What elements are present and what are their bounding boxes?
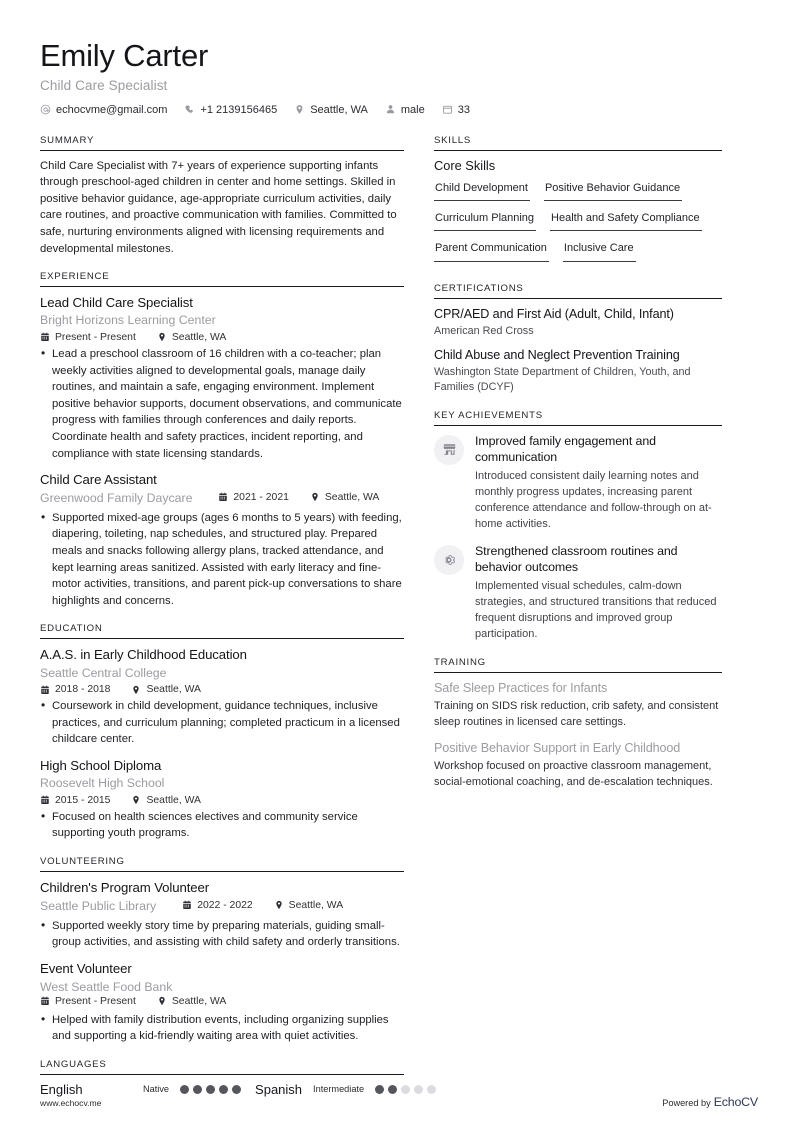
section-heading-skills: SKILLS (434, 135, 722, 151)
calendar-solid-icon (40, 795, 50, 805)
language-level: Native (143, 1084, 170, 1095)
contact-item[interactable] (385, 104, 425, 116)
skill-tag: Positive Behavior Guidance (544, 178, 682, 201)
language-rating (375, 1085, 436, 1094)
entry-organization: Seattle Central College (40, 665, 167, 680)
resume-footer (40, 1095, 758, 1109)
entry-title: Child Care Assistant (40, 472, 157, 488)
entry-bullet-list (40, 346, 404, 462)
rating-dot (375, 1085, 384, 1094)
achievement-item (434, 433, 722, 533)
entry-dates-value: 2022 - 2022 (197, 899, 253, 911)
contact-item[interactable] (40, 104, 167, 116)
section-languages (40, 1059, 404, 1097)
resume-header (40, 38, 758, 116)
footer-url[interactable]: www.echocv.me (40, 1098, 102, 1108)
contact-item[interactable] (442, 104, 470, 116)
entry-location-value: Seattle, WA (171, 331, 227, 343)
entry-meta-row (40, 795, 404, 806)
resume-entry (40, 757, 404, 842)
entry-title: A.A.S. in Early Childhood Education (40, 647, 247, 663)
education-entries (40, 646, 404, 841)
right-column (434, 135, 722, 805)
entry-dates (40, 332, 136, 343)
rating-dot (206, 1085, 215, 1094)
resume-entry (40, 646, 404, 748)
entry-dates (218, 492, 288, 503)
skill-tag-list (434, 178, 722, 269)
entry-location (310, 492, 379, 503)
contact-value: Seattle, WA (310, 103, 368, 116)
entry-org-meta-row (40, 978, 404, 1009)
certification-name: Child Abuse and Neglect Prevention Training (434, 348, 680, 362)
entry-organization: Seattle Public Library (40, 899, 157, 914)
calendar-solid-icon (218, 492, 228, 502)
calendar-solid-icon (40, 332, 50, 342)
section-skills (434, 135, 722, 269)
certification-list (434, 306, 722, 396)
experience-entries (40, 294, 404, 609)
rating-dot (219, 1085, 228, 1094)
section-education (40, 623, 404, 841)
contact-value: +1 2139156465 (200, 103, 278, 116)
entry-dates (40, 684, 110, 695)
footer-powered-by (662, 1095, 758, 1109)
certification-item (434, 347, 722, 396)
language-level: Intermediate (313, 1084, 365, 1095)
contact-list (40, 104, 758, 116)
skills-group-title: Core Skills (434, 157, 496, 173)
certification-issuer: American Red Cross (434, 324, 534, 337)
entry-bullet: • Focused on health sciences electives and community service supporting youth programs. (40, 809, 404, 842)
entry-location (274, 900, 343, 911)
rating-dot (414, 1085, 423, 1094)
training-description: Workshop focused on proactive classroom management, social-emotional coaching, and de-escalation techniques. (434, 760, 713, 789)
contact-item[interactable] (184, 104, 277, 116)
email-icon (40, 104, 51, 115)
contact-value: male (400, 103, 425, 116)
entry-bullet: • Supported mixed-age groups (ages 6 months to 5 years) with feeding, diapering, toileting, nap schedules, and structured play. Prepared meals and snacks following allergy plans, tracked attendance, and kept learning areas sanitized. Assisted with early literacy and fine-motor activities, transitions, and parent pick-up conversations to share highlights and concerns. (40, 510, 404, 610)
rating-dot (193, 1085, 202, 1094)
entry-organization: Roosevelt High School (40, 776, 165, 791)
section-heading-certifications: CERTIFICATIONS (434, 283, 722, 299)
entry-org-meta-row (40, 489, 404, 507)
achievement-description: Implemented visual schedules, calm-down strategies, and structured transitions that reduced frequent disruptions and improved group participation. (475, 579, 717, 640)
achievement-title: Strengthened classroom routines and behavior outcomes (475, 543, 678, 574)
section-summary (40, 135, 404, 258)
rating-dot (232, 1085, 241, 1094)
skill-tag: Child Development (434, 178, 530, 201)
entry-title: Event Volunteer (40, 960, 132, 976)
entry-organization: Bright Horizons Learning Center (40, 313, 216, 328)
entry-location-value: Seattle, WA (146, 794, 201, 806)
training-name: Safe Sleep Practices for Infants (434, 680, 608, 695)
language-name: English (40, 1081, 83, 1097)
entry-dates-value: 2015 - 2015 (55, 794, 111, 806)
calendar-solid-icon (40, 996, 50, 1006)
entry-bullet-list (40, 510, 404, 610)
pin-solid-icon (274, 900, 284, 910)
entry-dates (40, 996, 136, 1007)
phone-icon (184, 104, 195, 115)
section-heading-summary: SUMMARY (40, 135, 404, 151)
section-heading-volunteering: VOLUNTEERING (40, 856, 404, 872)
training-item (434, 740, 722, 791)
summary-text: Child Care Specialist with 7+ years of experience supporting infants through preschool-aged children in center and home settings. Skilled in positive behavior guidance, age-appropriate curriculum activities, daily care routines, and proactive communication with families. Committed to safe, nurturing environments aligned with licensing requirements and developmental milestones. (40, 159, 397, 255)
calendar-icon (442, 104, 453, 115)
entry-bullet: • Coursework in child development, guidance techniques, inclusive practices, and curriculum planning; completed practicum in a licensed childcare center. (40, 698, 404, 748)
entry-dates-value: 2021 - 2021 (233, 491, 289, 503)
skill-tag: Health and Safety Compliance (550, 208, 702, 231)
section-heading-experience: EXPERIENCE (40, 271, 404, 287)
entry-location (157, 332, 226, 343)
section-certifications (434, 283, 722, 396)
achievement-title: Improved family engagement and communication (475, 433, 656, 464)
certification-issuer: Washington State Department of Children, Youth, and Families (DCYF) (434, 366, 691, 394)
skill-tag: Parent Communication (434, 238, 549, 261)
skill-tag: Inclusive Care (563, 238, 636, 261)
resume-entry (40, 471, 404, 609)
language-name: Spanish (255, 1081, 303, 1097)
section-achievements (434, 410, 722, 643)
achievement-description: Introduced consistent daily learning notes and monthly progress updates, increasing parent conference attendance and follow-through on at-home activities. (475, 469, 712, 530)
entry-dates-value: 2018 - 2018 (55, 684, 111, 696)
entry-title: Children's Program Volunteer (40, 879, 210, 895)
training-item (434, 680, 722, 731)
section-heading-education: EDUCATION (40, 623, 404, 639)
entry-bullet-list (40, 698, 404, 748)
certification-item (434, 306, 722, 339)
entry-location (157, 996, 226, 1007)
entry-title: Lead Child Care Specialist (40, 295, 193, 311)
entry-location-value: Seattle, WA (288, 899, 344, 911)
footer-powered-label: Powered by (662, 1098, 711, 1108)
location-icon (294, 104, 305, 115)
section-training (434, 657, 722, 791)
entry-bullet-list (40, 809, 404, 842)
footer-brand: EchoCV (713, 1095, 758, 1109)
entry-bullet: • Lead a preschool classroom of 16 children with a co-teacher; plan weekly activities aligned to developmental goals, manage daily routines, and maintain a safe, engaging environment. Implement positive behavior supports, document observations, and communicate progress with families through conferences and daily reports. Coordinate health and safety practices, incident reporting, and compliance with state licensing standards. (40, 346, 404, 462)
section-heading-languages: LANGUAGES (40, 1059, 404, 1075)
section-heading-achievements: KEY ACHIEVEMENTS (434, 410, 722, 426)
resume-entry (40, 294, 404, 462)
entry-location-value: Seattle, WA (324, 491, 380, 503)
section-experience (40, 271, 404, 609)
entry-meta-row (40, 684, 404, 695)
entry-dates-value: Present - Present (55, 995, 136, 1007)
training-list (434, 680, 722, 791)
entry-dates (40, 795, 110, 806)
entry-bullet-list (40, 1012, 404, 1045)
pin-solid-icon (310, 492, 320, 502)
pin-solid-icon (157, 996, 167, 1006)
contact-value: 33 (457, 103, 470, 116)
achievement-body (475, 543, 722, 643)
entry-bullet: • Supported weekly story time by preparing materials, guiding small-group activities, and assisting with child safety and orderly transitions. (40, 918, 404, 951)
person-icon (385, 104, 396, 115)
resume-body (40, 135, 758, 1111)
volunteering-entries (40, 879, 404, 1045)
rating-dot (180, 1085, 189, 1094)
entry-title: High School Diploma (40, 757, 162, 773)
achievement-body (475, 433, 722, 533)
calendar-solid-icon (40, 685, 50, 695)
entry-location (131, 795, 200, 806)
entry-meta-row (40, 996, 247, 1007)
contact-value: echocvme@gmail.com (56, 103, 168, 116)
entry-dates (182, 900, 252, 911)
entry-meta-row (218, 492, 400, 503)
section-volunteering (40, 856, 404, 1045)
rating-dot (401, 1085, 410, 1094)
entry-organization: Greenwood Family Daycare (40, 491, 193, 506)
pin-solid-icon (131, 685, 141, 695)
candidate-name: Emily Carter (40, 38, 209, 73)
training-name: Positive Behavior Support in Early Childhood (434, 740, 681, 755)
entry-location (131, 684, 200, 695)
pin-solid-icon (131, 795, 141, 805)
entry-meta-row (40, 332, 404, 343)
resume-entry (40, 960, 404, 1045)
entry-meta-row (182, 900, 364, 911)
entry-bullet-list (40, 918, 404, 951)
achievement-list (434, 433, 722, 643)
skill-tag: Curriculum Planning (434, 208, 536, 231)
rating-dot (427, 1085, 436, 1094)
gear-icon (434, 545, 464, 575)
achievement-item (434, 543, 722, 643)
entry-dates-value: Present - Present (55, 331, 136, 343)
contact-item[interactable] (294, 104, 368, 116)
pin-solid-icon (157, 332, 167, 342)
calendar-solid-icon (182, 900, 192, 910)
language-rating (180, 1085, 241, 1094)
entry-location-value: Seattle, WA (146, 684, 201, 696)
store-icon (434, 435, 464, 465)
left-column (40, 135, 434, 1111)
entry-bullet: • Helped with family distribution events, including organizing supplies and supporting a kid-friendly waiting area with quiet activities. (40, 1012, 404, 1045)
section-heading-training: TRAINING (434, 657, 722, 673)
certification-name: CPR/AED and First Aid (Adult, Child, Infant) (434, 306, 674, 321)
resume-entry (40, 879, 404, 951)
training-description: Training on SIDS risk reduction, crib safety, and consistent sleep routines in licensed care settings. (434, 699, 719, 728)
entry-organization: West Seattle Food Bank (40, 979, 173, 994)
entry-org-meta-row (40, 897, 404, 915)
candidate-job-title: Child Care Specialist (40, 77, 168, 93)
entry-location-value: Seattle, WA (171, 995, 227, 1007)
rating-dot (388, 1085, 397, 1094)
